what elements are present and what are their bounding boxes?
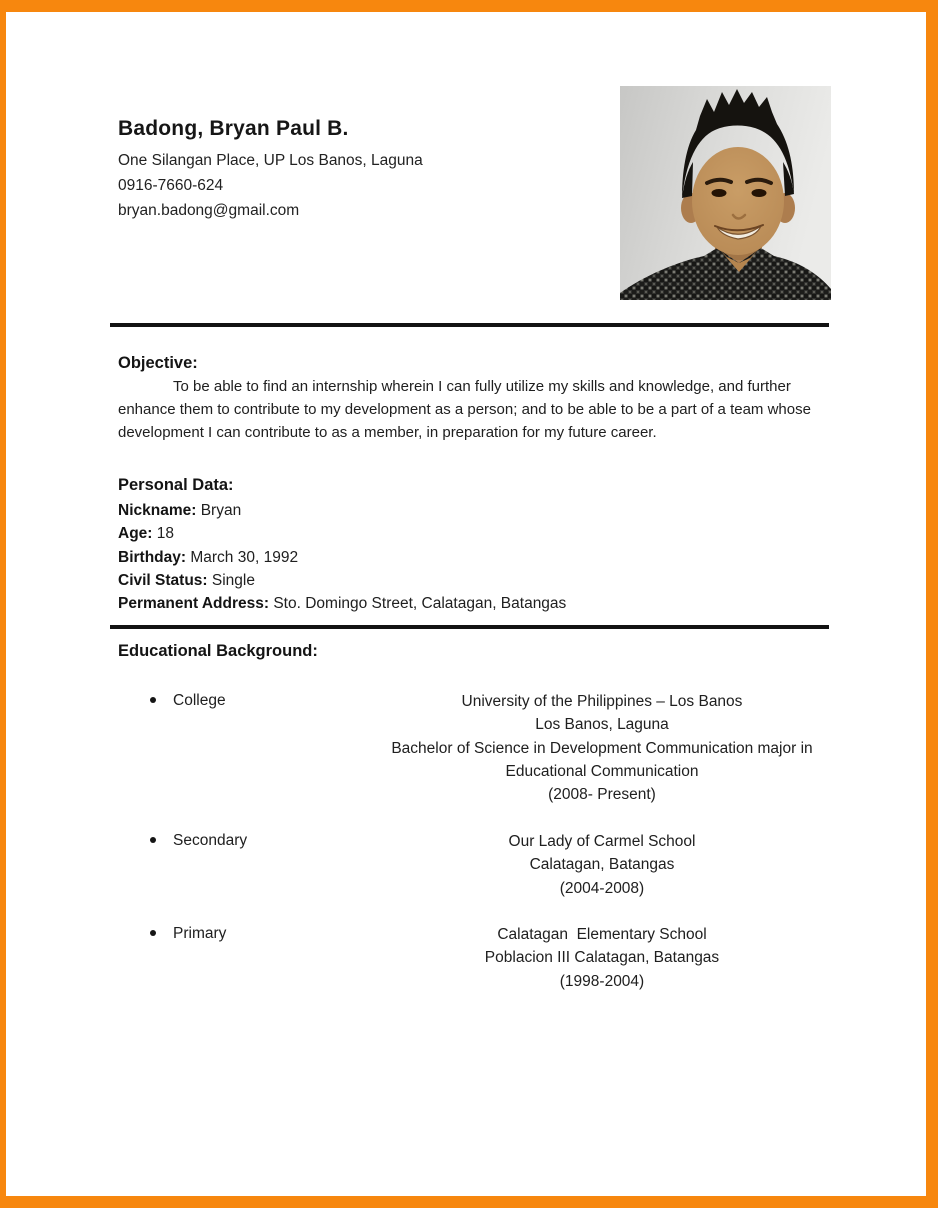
field-value: Bryan xyxy=(200,502,242,519)
objective-paragraph: To be able to find an internship wherein I can fully utilize my skills and knowledge, and further enhance them to contribute to my development as a person; and to be able to be a part of a team whose development I can contribute to as a member, in preparation for my future career. xyxy=(118,378,811,441)
bullet-icon xyxy=(150,837,156,843)
education-entry-college xyxy=(6,690,926,804)
personal-data-row-permanent-address xyxy=(118,592,566,615)
education-detail-line: University of the Philippines – Los Banos xyxy=(461,693,743,710)
education-detail-line: Calatagan Elementary School xyxy=(497,926,707,943)
personal-data-row-civil-status xyxy=(118,569,566,592)
field-value: 18 xyxy=(156,525,175,543)
education-detail-line: (2004-2008) xyxy=(559,879,645,897)
education-level: College xyxy=(173,692,226,709)
objective-heading: Objective: xyxy=(118,354,198,372)
bullet-icon xyxy=(150,930,156,936)
education-detail-line: Bachelor of Science in Development Communication major in xyxy=(391,739,813,757)
education-level: Primary xyxy=(173,925,227,942)
education-detail-line: Our Lady of Carmel School xyxy=(508,833,696,850)
bullet-icon xyxy=(150,697,156,703)
education-detail-line: Educational Communication xyxy=(505,762,699,780)
education-detail-line: Calatagan, Batangas xyxy=(529,856,675,874)
field-value: March 30, 1992 xyxy=(190,548,299,566)
education-detail-line: (2008- Present) xyxy=(548,786,656,804)
field-label: Nickname: xyxy=(118,502,197,519)
education-details xyxy=(362,830,842,900)
field-label: Civil Status: xyxy=(118,571,208,589)
education-entry-secondary xyxy=(6,830,926,897)
education-details xyxy=(362,690,842,806)
divider-line-top xyxy=(110,323,829,327)
personal-data-list xyxy=(118,499,566,615)
field-label: Age: xyxy=(118,525,153,543)
education-detail-line: (1998-2004) xyxy=(559,972,645,990)
field-value: Single xyxy=(211,571,255,589)
education-details xyxy=(362,923,842,993)
applicant-phone: 0916-7660-624 xyxy=(118,177,224,194)
personal-data-row-birthday xyxy=(118,546,566,569)
personal-data-heading: Personal Data: xyxy=(118,476,234,494)
education-level: Secondary xyxy=(173,832,248,849)
education-detail-line: Los Banos, Laguna xyxy=(535,716,669,734)
education-entry-primary xyxy=(6,923,926,990)
divider-line-middle xyxy=(110,625,829,629)
field-label: Birthday: xyxy=(118,548,187,566)
applicant-address: One Silangan Place, UP Los Banos, Laguna xyxy=(118,152,423,169)
personal-data-row-nickname xyxy=(118,499,566,522)
applicant-name: Badong, Bryan Paul B. xyxy=(118,117,349,140)
education-heading: Educational Background: xyxy=(118,642,318,660)
personal-data-row-age xyxy=(118,522,566,545)
field-value: Sto. Domingo Street, Calatagan, Batangas xyxy=(273,595,567,613)
portrait-photo xyxy=(620,86,831,300)
education-detail-line: Poblacion III Calatagan, Batangas xyxy=(484,949,720,967)
field-label: Permanent Address: xyxy=(118,595,270,613)
applicant-email: bryan.badong@gmail.com xyxy=(118,202,300,219)
